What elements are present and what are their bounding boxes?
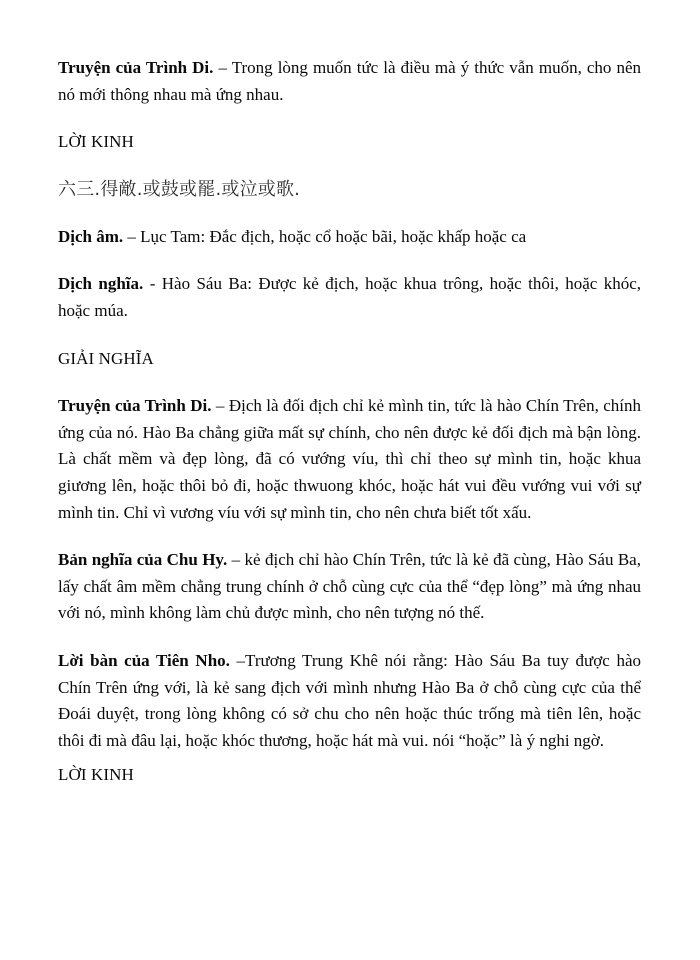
- document-page: [58, 0, 641, 960]
- run-in-label-dich-nghia: Dịch nghĩa.: [58, 274, 144, 294]
- paragraph-body: –Trương Trung Khê nói rằng: Hào Sáu Ba tuy được hào Chín Trên ứng với, là kẻ sang địch với mình nhưng Hào Ba ở chỗ cùng cực của thể Đoái duyệt, trong lòng không có sở chu cho nên hoặc thúc trống mà tiên lên, hoặc thôi đi mà đâu lại, hoặc khóc thương, hoặc hát mà vui. nói “hoặc” là ý nghi ngờ.: [58, 650, 641, 750]
- paragraph-body: – Lục Tam: Đắc địch, hoặc cổ hoặc bãi, hoặc khấp hoặc ca: [123, 226, 527, 246]
- run-in-label-dich-am: Dịch âm.: [58, 226, 124, 246]
- paragraph-truyen-trinh-di-1: [58, 55, 641, 108]
- paragraph-ban-nghia-chu-hy: [58, 547, 641, 627]
- heading-loi-kinh-1: LỜI KINH: [58, 132, 134, 152]
- paragraph-body: – kẻ địch chỉ hào Chín Trên, tức là kẻ đã cùng, Hào Sáu Ba, lấy chất âm mềm chẳng trung chính ở chỗ cùng cực của thể “đẹp lòng” mà ứng nhau với nó, mình không làm chủ được mình, cho nên tượng nó thế.: [58, 550, 641, 623]
- paragraph-body: – Địch là đối địch chỉ kẻ mình tin, tức là hào Chín Trên, chính ứng của nó. Hào Ba chẳng giữa mất sự chính, cho nên được kẻ đối địch mà bận lòng. Là chất mềm và đẹp lòng, đã có vướng víu, thì chỉ theo sự mình tin, hoặc khua giương lên, hoặc thôi bỏ đi, hoặc thwuong khóc, hoặc hát vui đều vướng vui với sự mình tin. Chỉ vì vương víu với sự mình tin, cho nên chưa biết tốt xấu.: [58, 396, 641, 522]
- paragraph-loi-ban-tien-nho: [58, 648, 641, 754]
- paragraph-body: - Hào Sáu Ba: Được kẻ địch, hoặc khua trông, hoặc thôi, hoặc khóc, hoặc múa.: [58, 274, 642, 320]
- paragraph-dich-am: [58, 224, 641, 251]
- run-in-label-truyen-trinh-di: Truyện của Trình Di.: [58, 396, 212, 416]
- paragraph-dich-nghia: [58, 271, 641, 324]
- paragraph-body: – Trong lòng muốn tức là điều mà ý thức vẫn muốn, cho nên nó mới thông nhau mà ứng nhau.: [58, 58, 642, 104]
- run-in-label-ban-nghia-chu-hy: Bản nghĩa của Chu Hy.: [58, 550, 228, 570]
- run-in-label-truyen-trinh-di: Truyện của Trình Di.: [58, 58, 214, 77]
- hanzi-source-line: 六三.得敵.或鼓或罷.或泣或歌.: [58, 178, 301, 200]
- run-in-label-loi-ban-tien-nho: Lời bàn của Tiên Nho.: [58, 650, 230, 670]
- paragraph-truyen-trinh-di-2: [58, 393, 641, 526]
- heading-loi-kinh-2: LỜI KINH: [58, 765, 134, 785]
- heading-giai-nghia: GIẢI NGHĨA: [58, 348, 154, 368]
